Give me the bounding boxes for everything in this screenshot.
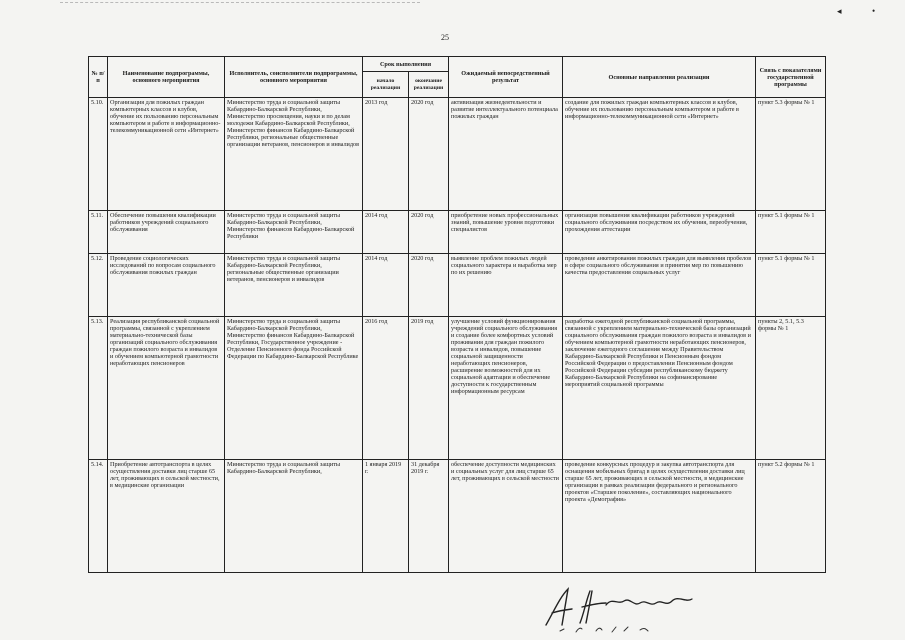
- row-result: активизация жизнедеятельности и развитие интеллектуального потенциала пожилых граждан: [449, 98, 563, 211]
- table-row: [89, 317, 826, 460]
- row-start: 2014 год: [363, 211, 409, 254]
- row-start: 2013 год: [363, 98, 409, 211]
- row-result: обеспечение доступности медицинских и социальных услуг для лиц старше 65 лет, проживающих в сельской местности: [449, 460, 563, 573]
- row-end: 2020 год: [409, 254, 449, 317]
- header-end: окончание реализации: [409, 72, 449, 98]
- row-num: 5.11.: [89, 211, 108, 254]
- top-border-line: [60, 2, 420, 3]
- row-start: 2014 год: [363, 254, 409, 317]
- row-result: приобретение новых профессиональных знаний, повышение уровня подготовки специалистов: [449, 211, 563, 254]
- table-row: [89, 460, 826, 573]
- header-link: Связь с показателями государственной программы: [756, 57, 826, 98]
- row-start: 2016 год: [363, 317, 409, 460]
- row-num: 5.10.: [89, 98, 108, 211]
- corner-mark-left: ◂: [837, 6, 842, 16]
- row-end: 31 декабря 2019 г.: [409, 460, 449, 573]
- row-name: Проведение социологических исследований по вопросам социального обслуживания пожилых граждан: [108, 254, 225, 317]
- row-executor: Министерство труда и социальной защиты Кабардино-Балкарской Республики, региональные общественные организации ветеранов, пенсионеров и инвалидов: [225, 254, 363, 317]
- row-executor: Министерство труда и социальной защиты Кабардино-Балкарской Республики, Министерство финансов Кабардино-Балкарской Республики: [225, 211, 363, 254]
- table-row: [89, 211, 826, 254]
- row-executor: Министерство труда и социальной защиты Кабардино-Балкарской Республики,: [225, 460, 363, 573]
- corner-mark-right: •: [872, 6, 876, 16]
- row-directions: организация повышения квалификации работников учреждений социального обслуживания посредством их обучения, переобучения, прохождения аттестации: [563, 211, 756, 254]
- header-name: Наименование подпрограммы, основного мероприятия: [108, 57, 225, 98]
- row-executor: Министерство труда и социальной защиты Кабардино-Балкарской Республики, Министерство финансов Кабардино-Балкарской Республики, Государственное учреждение - Отделение Пенсионного фонда Российской Федерации по Кабардино-Балкарской Республике: [225, 317, 363, 460]
- row-end: 2020 год: [409, 98, 449, 211]
- table-row: [89, 98, 826, 211]
- header-period: Срок выполнения: [363, 57, 449, 72]
- row-name: Обеспечение повышения квалификации работников учреждений социального обслуживания: [108, 211, 225, 254]
- program-measures-table: [88, 56, 826, 573]
- row-link: пункт 5.2 формы № 1: [756, 460, 826, 573]
- row-link: пункты 2, 5.1, 5.3 формы № 1: [756, 317, 826, 460]
- page-number: 25: [441, 33, 449, 42]
- row-start: 1 января 2019 г.: [363, 460, 409, 573]
- row-link: пункт 5.3 формы № 1: [756, 98, 826, 211]
- row-num: 5.12.: [89, 254, 108, 317]
- row-directions: проведение анкетирования пожилых граждан для выявления пробелов в сфере социального обслуживания и принятия мер по повышению качества предоставления социальных услуг: [563, 254, 756, 317]
- row-result: выявление проблем пожилых людей социального характера и выработка мер по их решению: [449, 254, 563, 317]
- row-link: пункт 5.1 формы № 1: [756, 211, 826, 254]
- row-executor: Министерство труда и социальной защиты Кабардино-Балкарской Республики, Министерство просвещения, науки и по делам молодежи Кабардино-Балкарской Республики, Министерство финансов Кабардино-Балкарской Республики, региональные общественные организации ветеранов, пенсионеров и инвалидов: [225, 98, 363, 211]
- header-directions: Основные направления реализации: [563, 57, 756, 98]
- row-num: 5.14.: [89, 460, 108, 573]
- header-executor: Исполнитель, соисполнители подпрограммы, основного мероприятия: [225, 57, 363, 98]
- row-directions: создание для пожилых граждан компьютерных классов и клубов, обучение их пользованию персональным компьютером и работе в информационно-телекоммуникационной сети «Интернет»: [563, 98, 756, 211]
- row-result: улучшение условий функционирования учреждений социального обслуживания и создание более комфортных условий проживания для граждан пожилого возраста и инвалидов, повышение социальной защищенности неработающих пенсионеров, расширение возможностей для их социальной адаптации и обеспечение доступности к государственным информационным ресурсам: [449, 317, 563, 460]
- row-link: пункт 5.1 формы № 1: [756, 254, 826, 317]
- row-num: 5.13.: [89, 317, 108, 460]
- row-name: Организация для пожилых граждан компьютерных классов и клубов, обучение их пользованию персональным компьютером и работе в информационно-телекоммуникационной сети «Интернет»: [108, 98, 225, 211]
- row-name: Реализация республиканской социальной программы, связанной с укреплением материально-технической базы организаций социального обслуживания граждан пожилого возраста и инвалидов и обучением компьютерной грамотности неработающих пенсионеров: [108, 317, 225, 460]
- row-directions: проведение конкурсных процедур и закупка автотранспорта для оснащения мобильных бригад в целях осуществления доставки лиц старше 65 лет, проживающих в сельской местности, в медицинские организации в рамках реализации федерального и регионального проектов «Старшее поколение», составляющих национального проекта «Демография»: [563, 460, 756, 573]
- header-start: начало реализации: [363, 72, 409, 98]
- row-end: 2019 год: [409, 317, 449, 460]
- header-result: Ожидаемый непосредственный результат: [449, 57, 563, 98]
- row-name: Приобретение автотранспорта в целях осуществления доставки лиц старше 65 лет, проживающих в сельской местности, в медицинские организации: [108, 460, 225, 573]
- header-num: № п/п: [89, 57, 108, 98]
- table-row: [89, 254, 826, 317]
- row-end: 2020 год: [409, 211, 449, 254]
- handwritten-signature: [540, 583, 710, 635]
- row-directions: разработка ежегодной республиканской социальной программы, связанной с укреплением материально-технической базы организаций социального обслуживания граждан пожилого возраста и инвалидов и обучением компьютерной грамотности неработающих пенсионеров, заключение ежегодного соглашения между Правительством Кабардино-Балкарской Республики и Пенсионным фондом Российской Федерации о предоставлении Пенсионным фондом Российской Федерации субсидии республиканскому бюджету Кабардино-Балкарской Республики на софинансирование мероприятий социальной программы: [563, 317, 756, 460]
